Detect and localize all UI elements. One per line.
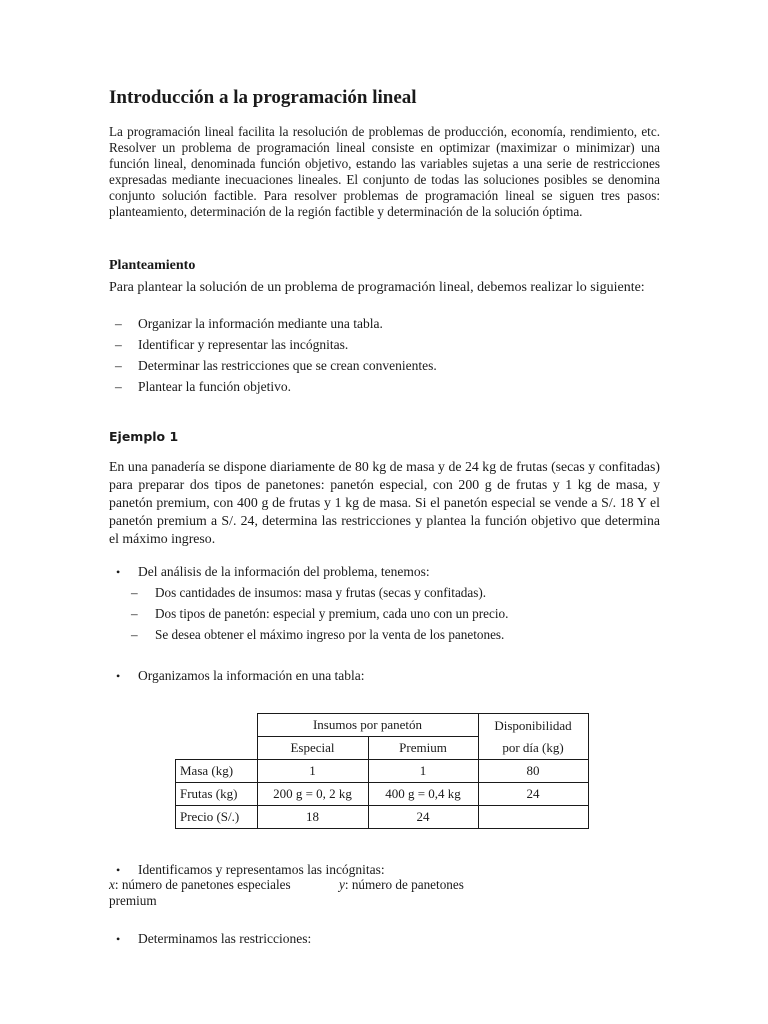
cell-premium: 400 g = 0,4 kg xyxy=(368,783,478,806)
analysis-sub-list xyxy=(109,582,508,645)
example-heading: Ejemplo 1 xyxy=(109,429,179,444)
dash-marker: – xyxy=(131,606,138,621)
list-item: – Se desea obtener el máximo ingreso por la venta de los panetones. xyxy=(109,624,508,645)
intro-paragraph: La programación lineal facilita la resolución de problemas de producción, economía, rendimiento, etc. Resolver un problema de programación lineal consiste en optimizar (maximizar o minimizar) una función lineal, denominada función objetivo, estando las variables sujetas a una serie de restricciones expresadas mediante inecuaciones lineales. El conjunto de todas las soluciones posibles se denomina conjunto solución factible. Para resolver problemas de programación lineal se siguen tres pasos: planteamiento, determinación de la región factible y determinación de la solución óptima. xyxy=(109,124,660,219)
page-title: Introducción a la programación lineal xyxy=(109,87,417,108)
variables-line-continued: premium xyxy=(109,893,157,908)
list-item: – Determinar las restricciones que se crean convenientes. xyxy=(109,355,437,376)
row-label: Precio (S/.) xyxy=(176,806,258,829)
planteamiento-heading: Planteamiento xyxy=(109,258,196,273)
cell-disp: 24 xyxy=(478,783,588,806)
cell-disp xyxy=(478,806,588,829)
cell-especial: 200 g = 0, 2 kg xyxy=(257,783,368,806)
empty-corner-cell xyxy=(176,714,258,760)
table-row xyxy=(176,783,589,806)
dash-marker: – xyxy=(131,627,138,642)
cell-premium: 24 xyxy=(368,806,478,829)
insumos-table xyxy=(175,713,589,829)
var-y: y xyxy=(339,877,345,892)
cell-disp: 80 xyxy=(478,760,588,783)
dash-marker: – xyxy=(131,585,138,600)
list-item: – Dos cantidades de insumos: masa y frutas (secas y confitadas). xyxy=(109,582,508,603)
table-row xyxy=(176,806,589,829)
dash-marker: – xyxy=(115,337,122,352)
planteamiento-lead: Para plantear la solución de un problema de programación lineal, debemos realizar lo siguiente: xyxy=(109,280,645,295)
example-statement: En una panadería se dispone diariamente de 80 kg de masa y de 24 kg de frutas (secas y confitadas) para preparar dos tipos de panetones: panetón especial, con 200 g de frutas y 1 kg de masa, y panetón premium, con 400 g de frutas y 1 kg de masa. Si el panetón especial se vende a S/. 18 Y el panetón premium a S/. 24, determina las restricciones y plantea la función objetivo que determina el máximo ingreso. xyxy=(109,459,660,546)
dash-marker: – xyxy=(115,316,122,331)
bullet-icon: • xyxy=(116,669,121,683)
bullet-icon: • xyxy=(116,932,121,946)
bullet-icon: • xyxy=(116,565,121,579)
var-y-group: y: número de panetones xyxy=(339,877,464,892)
row-label: Masa (kg) xyxy=(176,760,258,783)
list-item: – Identificar y representar las incógnitas. xyxy=(109,334,437,355)
list-item: – Dos tipos de panetón: especial y premium, cada uno con un precio. xyxy=(109,603,508,624)
table-disponibilidad-header: Disponibilidad por día (kg) xyxy=(478,714,588,760)
planteamiento-steps-list xyxy=(109,313,437,397)
variables-line: x: número de panetones especiales y: número de panetones xyxy=(109,877,464,892)
list-item: – Organizar la información mediante una tabla. xyxy=(109,313,437,334)
cell-especial: 1 xyxy=(257,760,368,783)
table-group-header: Insumos por panetón xyxy=(257,714,478,737)
table-col-especial: Especial xyxy=(257,737,368,760)
dash-marker: – xyxy=(115,379,122,394)
dash-marker: – xyxy=(115,358,122,373)
cell-premium: 1 xyxy=(368,760,478,783)
table-row xyxy=(176,760,589,783)
cell-especial: 18 xyxy=(257,806,368,829)
list-item: – Plantear la función objetivo. xyxy=(109,376,437,397)
bullet-icon: • xyxy=(116,863,121,877)
row-label: Frutas (kg) xyxy=(176,783,258,806)
var-x: x xyxy=(109,877,115,892)
table-col-premium: Premium xyxy=(368,737,478,760)
